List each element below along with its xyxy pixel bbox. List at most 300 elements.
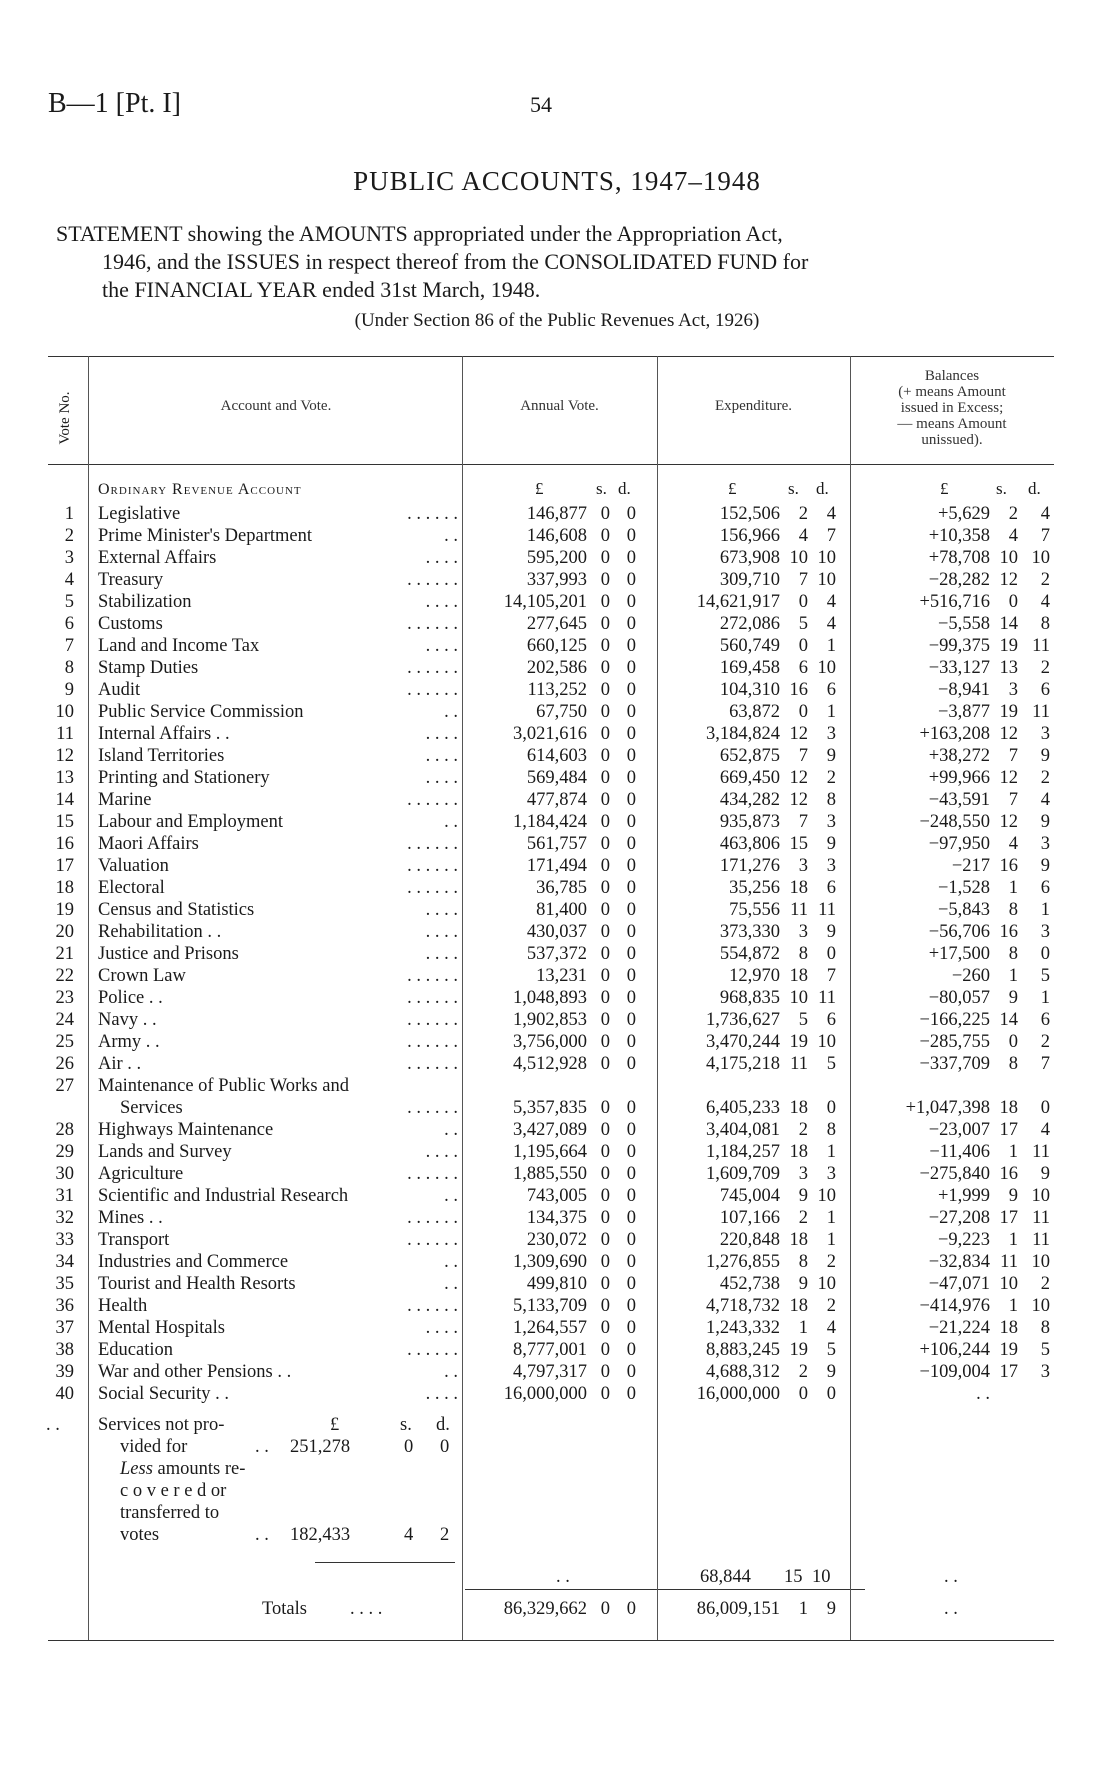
balance-d: 9 [1040, 812, 1050, 832]
expenditure: 8,883,245 [706, 1340, 780, 1360]
expenditure-s: 19 [789, 1340, 808, 1360]
table-row [0, 943, 1114, 965]
account-dots: . . . . . . [407, 1296, 458, 1316]
balance-s: 9 [1008, 1186, 1018, 1206]
account-dots: . . . . . . [407, 834, 458, 854]
account-name: Audit [98, 680, 141, 700]
vote-number: 22 [55, 966, 74, 986]
expenditure-s: 12 [789, 790, 808, 810]
annual-vote-s: 0 [600, 1384, 610, 1404]
vote-number: 3 [64, 548, 74, 568]
expenditure-s: 12 [789, 724, 808, 744]
annual-vote-d: 0 [626, 988, 636, 1008]
balance: −3,877 [937, 702, 990, 722]
expenditure-s: 3 [798, 922, 808, 942]
annual-vote: 67,750 [536, 702, 587, 722]
expenditure: 554,872 [719, 944, 780, 964]
account-name: Crown Law [98, 966, 186, 986]
account-dots: . . [444, 1274, 458, 1294]
annual-vote-s: 0 [600, 1142, 610, 1162]
annual-vote-s: 0 [600, 680, 610, 700]
table-row [0, 657, 1114, 679]
table-row [0, 1053, 1114, 1075]
balance-s: 16 [999, 1164, 1018, 1184]
balance-s: 19 [999, 636, 1018, 656]
account-name: Maori Affairs [98, 834, 199, 854]
vote-number: 29 [55, 1142, 74, 1162]
balance-s: 3 [1008, 680, 1018, 700]
annual-vote-s: 0 [600, 548, 610, 568]
annual-vote-s: 0 [600, 1120, 610, 1140]
annual-vote-d: 0 [626, 658, 636, 678]
annual-vote: 146,608 [526, 526, 587, 546]
annual-vote-d: 0 [626, 1208, 636, 1228]
table-row [0, 1207, 1114, 1229]
column-head-balances [850, 368, 1054, 448]
services-less-3: transferred to [120, 1503, 220, 1523]
annual-vote: 13,231 [536, 966, 587, 986]
expenditure: 652,875 [719, 746, 780, 766]
expenditure-d: 1 [826, 636, 836, 656]
expenditure-s: 10 [789, 548, 808, 568]
expenditure-d: 6 [826, 878, 836, 898]
services-dots: . . [255, 1437, 269, 1457]
balance: −337,709 [919, 1054, 990, 1074]
table-row [0, 1251, 1114, 1273]
balance: +516,716 [919, 592, 990, 612]
balance-s: 12 [999, 768, 1018, 788]
balance-d: 9 [1040, 856, 1050, 876]
table-row [0, 1339, 1114, 1361]
expenditure-s: 3 [798, 856, 808, 876]
balance-d: 6 [1040, 1010, 1050, 1030]
balance-s: 13 [999, 658, 1018, 678]
vote-number: 34 [55, 1252, 74, 1272]
expenditure-s: 18 [789, 966, 808, 986]
annual-vote-s: 0 [600, 1208, 610, 1228]
annual-vote: 14,105,201 [503, 592, 587, 612]
balance-s: 11 [1000, 1252, 1018, 1272]
account-name: Social Security . . [98, 1384, 230, 1404]
annual-vote-d: 0 [626, 790, 636, 810]
expenditure-d: 3 [826, 1164, 836, 1184]
account-name: Lands and Survey [98, 1142, 232, 1162]
statement-line-3: the FINANCIAL YEAR ended 31st March, 1948. [102, 277, 541, 302]
account-name: Highways Maintenance [98, 1120, 274, 1140]
balance-s: 8 [1008, 1054, 1018, 1074]
account-name: Stamp Duties [98, 658, 199, 678]
expenditure-s: 9 [798, 1186, 808, 1206]
unit-pound: £ [728, 479, 737, 498]
annual-vote-s: 0 [600, 922, 610, 942]
vote-number: 37 [55, 1318, 74, 1338]
balance-s: 1 [1008, 1296, 1018, 1316]
annual-vote-s: 0 [600, 1274, 610, 1294]
totals-label: Totals [262, 1599, 307, 1619]
expenditure: 452,738 [719, 1274, 780, 1294]
expenditure: 373,330 [719, 922, 780, 942]
balance-s: 12 [999, 724, 1018, 744]
expenditure: 63,872 [729, 702, 780, 722]
balance-s: 17 [999, 1120, 1018, 1140]
table-row [0, 701, 1114, 723]
expenditure-d: 3 [826, 812, 836, 832]
expenditure-s: 0 [798, 636, 808, 656]
vote-number: 30 [55, 1164, 74, 1184]
annual-vote-s: 0 [600, 658, 610, 678]
expenditure-d: 1 [826, 1230, 836, 1250]
account-dots: . . . . . . [407, 1098, 458, 1118]
annual-vote-s: 0 [600, 1252, 610, 1272]
balance-d: 3 [1040, 1362, 1050, 1382]
annual-vote-s: 0 [600, 614, 610, 634]
vote-number: 24 [55, 1010, 74, 1030]
annual-vote-d: 0 [626, 636, 636, 656]
account-dots: . . [444, 1252, 458, 1272]
table-row [0, 921, 1114, 943]
balance: +78,708 [928, 548, 990, 568]
balance-s: 2 [1008, 504, 1018, 524]
balance-d: 5 [1040, 966, 1050, 986]
services-line-2: vided for [120, 1437, 188, 1457]
vote-number: 19 [55, 900, 74, 920]
vote-number: 32 [55, 1208, 74, 1228]
annual-vote-d: 0 [626, 768, 636, 788]
expenditure-s: 5 [798, 1010, 808, 1030]
unit-pence: d. [816, 479, 829, 498]
services-amount: 251,278 [290, 1437, 351, 1457]
unit-pound: £ [940, 479, 949, 498]
header-bottom-rule [48, 464, 1054, 465]
balance-s: 18 [999, 1318, 1018, 1338]
balance-d: 6 [1040, 878, 1050, 898]
balances-line: Balances [924, 368, 980, 384]
annual-vote-d: 0 [626, 834, 636, 854]
balance: +99,966 [928, 768, 990, 788]
balance-s: 8 [1008, 900, 1018, 920]
vote-number: 8 [64, 658, 74, 678]
expenditure: 309,710 [719, 570, 780, 590]
annual-vote-d: 0 [626, 1274, 636, 1294]
balance-d: 11 [1032, 1142, 1050, 1162]
expenditure: 171,276 [719, 856, 780, 876]
services-unit-shilling: s. [400, 1415, 412, 1435]
balance-d: 4 [1040, 790, 1050, 810]
expenditure-d: 3 [826, 724, 836, 744]
annual-vote-s: 0 [600, 636, 610, 656]
balance-s: 19 [999, 1340, 1018, 1360]
annual-vote-d: 0 [626, 746, 636, 766]
expenditure-d: 1 [826, 1208, 836, 1228]
account-dots: . . . . [425, 944, 458, 964]
less-text: amounts re- [157, 1459, 246, 1479]
column-head-annual: Annual Vote. [520, 398, 599, 414]
annual-vote-d: 0 [626, 1142, 636, 1162]
balance-d: 9 [1040, 1164, 1050, 1184]
annual-vote-d: 0 [626, 1296, 636, 1316]
account-dots: . . . . . . [407, 680, 458, 700]
expenditure-d: 9 [826, 746, 836, 766]
annual-vote: 561,757 [526, 834, 587, 854]
unit-pence: d. [1028, 479, 1041, 498]
account-name: Justice and Prisons [98, 944, 239, 964]
balance-s: 14 [999, 1010, 1018, 1030]
table-row [0, 1295, 1114, 1317]
annual-vote-d: 0 [626, 724, 636, 744]
account-name: Rehabilitation . . [98, 922, 222, 942]
expenditure-d: 0 [826, 1098, 836, 1118]
annual-vote-s: 0 [600, 592, 610, 612]
expenditure-d: 5 [826, 1054, 836, 1074]
balance-d: 1 [1040, 988, 1050, 1008]
balance-s: 0 [1008, 1032, 1018, 1052]
expenditure: 220,848 [719, 1230, 780, 1250]
table-row [0, 1141, 1114, 1163]
expenditure-d: 11 [818, 900, 836, 920]
table-row [0, 1119, 1114, 1141]
expenditure-d: 2 [826, 1296, 836, 1316]
balance-s: 1 [1008, 878, 1018, 898]
account-dots: . . . . . . [407, 658, 458, 678]
balance: +17,500 [928, 944, 990, 964]
account-name: Electoral [98, 878, 165, 898]
annual-vote: 3,756,000 [513, 1032, 587, 1052]
services-d: 0 [440, 1437, 450, 1457]
balance-s: 12 [999, 570, 1018, 590]
annual-vote: 1,902,853 [513, 1010, 587, 1030]
balance-d: 10 [1031, 548, 1050, 568]
balance: −9,223 [937, 1230, 990, 1250]
annual-vote-d: 0 [626, 1098, 636, 1118]
expenditure-s: 5 [798, 614, 808, 634]
account-dots: . . . . [425, 746, 458, 766]
expenditure-s: 7 [798, 570, 808, 590]
annual-vote: 81,400 [536, 900, 587, 920]
expenditure: 6,405,233 [706, 1098, 780, 1118]
balance-d: 4 [1040, 592, 1050, 612]
account-name: Police . . [98, 988, 163, 1008]
vote-number: 15 [55, 812, 74, 832]
balance-d: 8 [1040, 614, 1050, 634]
annual-vote-s: 0 [600, 878, 610, 898]
annual-vote: 16,000,000 [503, 1384, 587, 1404]
unit-shilling: s. [596, 479, 607, 498]
expenditure-d: 10 [817, 1032, 836, 1052]
balance: +106,244 [919, 1340, 990, 1360]
vote-number: 27 [55, 1076, 74, 1096]
services-less-dots: . . [255, 1525, 269, 1545]
expenditure: 1,243,332 [706, 1318, 780, 1338]
account-name: Treasury [98, 570, 164, 590]
annual-vote-d: 0 [626, 702, 636, 722]
account-dots: . . . . . . [407, 504, 458, 524]
services-expenditure-d: 10 [812, 1567, 831, 1587]
balance: −248,550 [919, 812, 990, 832]
table-row [0, 833, 1114, 855]
annual-vote-s: 0 [600, 1186, 610, 1206]
annual-vote: 499,810 [526, 1274, 587, 1294]
expenditure-s: 18 [789, 878, 808, 898]
annual-vote-d: 0 [626, 1252, 636, 1272]
account-name: Marine [98, 790, 152, 810]
expenditure: 14,621,917 [696, 592, 780, 612]
expenditure-s: 0 [798, 1384, 808, 1404]
services-expenditure: 68,844 [700, 1567, 751, 1587]
expenditure-s: 1 [798, 1318, 808, 1338]
annual-vote: 1,264,557 [513, 1318, 587, 1338]
expenditure-s: 2 [798, 504, 808, 524]
balance: −166,225 [919, 1010, 990, 1030]
annual-vote-s: 0 [600, 504, 610, 524]
account-dots: . . [444, 702, 458, 722]
annual-vote: 1,195,664 [513, 1142, 587, 1162]
vote-number: 1 [64, 504, 74, 524]
annual-vote-s: 0 [600, 944, 610, 964]
vote-number: 33 [55, 1230, 74, 1250]
annual-vote-d: 0 [626, 1164, 636, 1184]
balance-s: 8 [1008, 944, 1018, 964]
vote-number: 5 [64, 592, 74, 612]
column-head-vote-no: Vote No. [56, 391, 73, 445]
expenditure-s: 11 [790, 900, 808, 920]
balance-d: 2 [1040, 1274, 1050, 1294]
account-name: Army . . [98, 1032, 160, 1052]
expenditure-d: 6 [826, 1010, 836, 1030]
balance-d: 9 [1040, 746, 1050, 766]
table-row [0, 1163, 1114, 1185]
subtotal-rule [315, 1562, 455, 1563]
balance-d: 0 [1040, 1098, 1050, 1118]
annual-vote: 4,512,928 [513, 1054, 587, 1074]
table-row [0, 679, 1114, 701]
balance-d: 11 [1032, 1230, 1050, 1250]
services-s: 0 [404, 1437, 414, 1457]
account-name: Prime Minister's Department [98, 526, 312, 546]
balance-d: 7 [1040, 1054, 1050, 1074]
services-annual-dots: . . [556, 1567, 570, 1587]
annual-vote: 595,200 [526, 548, 587, 568]
account-name: Mines . . [98, 1208, 163, 1228]
services-balance-dots: . . [944, 1567, 958, 1587]
vote-number: 16 [55, 834, 74, 854]
annual-vote: 277,645 [526, 614, 587, 634]
annual-vote: 477,874 [526, 790, 587, 810]
annual-vote-d: 0 [626, 548, 636, 568]
balance: −99,375 [928, 636, 990, 656]
table-row [0, 1229, 1114, 1251]
expenditure: 968,835 [719, 988, 780, 1008]
expenditure: 104,310 [719, 680, 780, 700]
expenditure: 1,184,257 [706, 1142, 780, 1162]
expenditure: 1,609,709 [706, 1164, 780, 1184]
balances-line: issued in Excess; [900, 400, 1004, 416]
annual-vote-d: 0 [626, 922, 636, 942]
account-dots: . . . . . . [407, 878, 458, 898]
services-unit-pence: d. [436, 1415, 450, 1435]
account-dots: . . . . [425, 592, 458, 612]
expenditure-s: 3 [798, 1164, 808, 1184]
balance: −47,071 [928, 1274, 990, 1294]
account-name: Transport [98, 1230, 170, 1250]
vote-number: 21 [55, 944, 74, 964]
balance: −414,976 [919, 1296, 990, 1316]
annual-vote-s: 0 [600, 1054, 610, 1074]
expenditure-d: 4 [826, 592, 836, 612]
expenditure-s: 7 [798, 746, 808, 766]
account-name: Scientific and Industrial Research [98, 1186, 349, 1206]
account-dots: . . . . . . [407, 570, 458, 590]
annual-vote: 614,603 [526, 746, 587, 766]
annual-vote-d: 0 [626, 614, 636, 634]
vote-number: 38 [55, 1340, 74, 1360]
balance-s: 7 [1008, 746, 1018, 766]
vote-number: 14 [55, 790, 74, 810]
annual-vote-d: 0 [626, 1384, 636, 1404]
account-dots: . . . . [425, 768, 458, 788]
account-name: Agriculture [98, 1164, 184, 1184]
annual-vote: 430,037 [526, 922, 587, 942]
balance-d: 2 [1040, 1032, 1050, 1052]
balance-d: 3 [1040, 922, 1050, 942]
totals-annual: 86,329,662 [503, 1599, 587, 1619]
vote-number: 13 [55, 768, 74, 788]
balance-s: 9 [1008, 988, 1018, 1008]
table-bottom-rule [48, 1640, 1054, 1641]
balance-d: 8 [1040, 1318, 1050, 1338]
balance-s: 1 [1008, 1142, 1018, 1162]
header-reference: B—1 [Pt. I] [48, 88, 181, 119]
expenditure-s: 11 [790, 1054, 808, 1074]
services-expenditure-s: 15 [784, 1567, 803, 1587]
column-head-expenditure: Expenditure. [714, 398, 793, 414]
annual-vote-d: 0 [626, 1362, 636, 1382]
expenditure-d: 1 [826, 702, 836, 722]
expenditure: 16,000,000 [696, 1384, 780, 1404]
balance-d: 3 [1040, 834, 1050, 854]
balances-line: unissued). [921, 432, 983, 448]
annual-vote-d: 0 [626, 526, 636, 546]
totals-annual-s: 0 [600, 1599, 610, 1619]
balance: −97,950 [928, 834, 990, 854]
annual-vote-s: 0 [600, 1340, 610, 1360]
expenditure-d: 7 [826, 966, 836, 986]
account-name-continued: Services [120, 1098, 183, 1118]
balance-s: 17 [999, 1362, 1018, 1382]
balance: −285,755 [919, 1032, 990, 1052]
section-heading: Ordinary Revenue Account [98, 481, 302, 498]
services-unit-pound: £ [330, 1415, 340, 1435]
account-name: Tourist and Health Resorts [98, 1274, 296, 1294]
table-row [0, 723, 1114, 745]
balance-s: 4 [1008, 834, 1018, 854]
annual-vote-s: 0 [600, 1032, 610, 1052]
annual-vote-d: 0 [626, 680, 636, 700]
balance: −33,127 [928, 658, 990, 678]
vote-number: 7 [64, 636, 74, 656]
balance: . . [976, 1384, 990, 1404]
account-dots: . . . . [425, 548, 458, 568]
expenditure-d: 8 [826, 790, 836, 810]
balance-s: 17 [999, 1208, 1018, 1228]
expenditure: 745,004 [719, 1186, 780, 1206]
annual-vote-s: 0 [600, 702, 610, 722]
expenditure-d: 9 [826, 1362, 836, 1382]
account-dots: . . [444, 1186, 458, 1206]
balance-d: 4 [1040, 1120, 1050, 1140]
balance: +38,272 [928, 746, 990, 766]
balance-d: 10 [1031, 1186, 1050, 1206]
expenditure-d: 4 [826, 504, 836, 524]
